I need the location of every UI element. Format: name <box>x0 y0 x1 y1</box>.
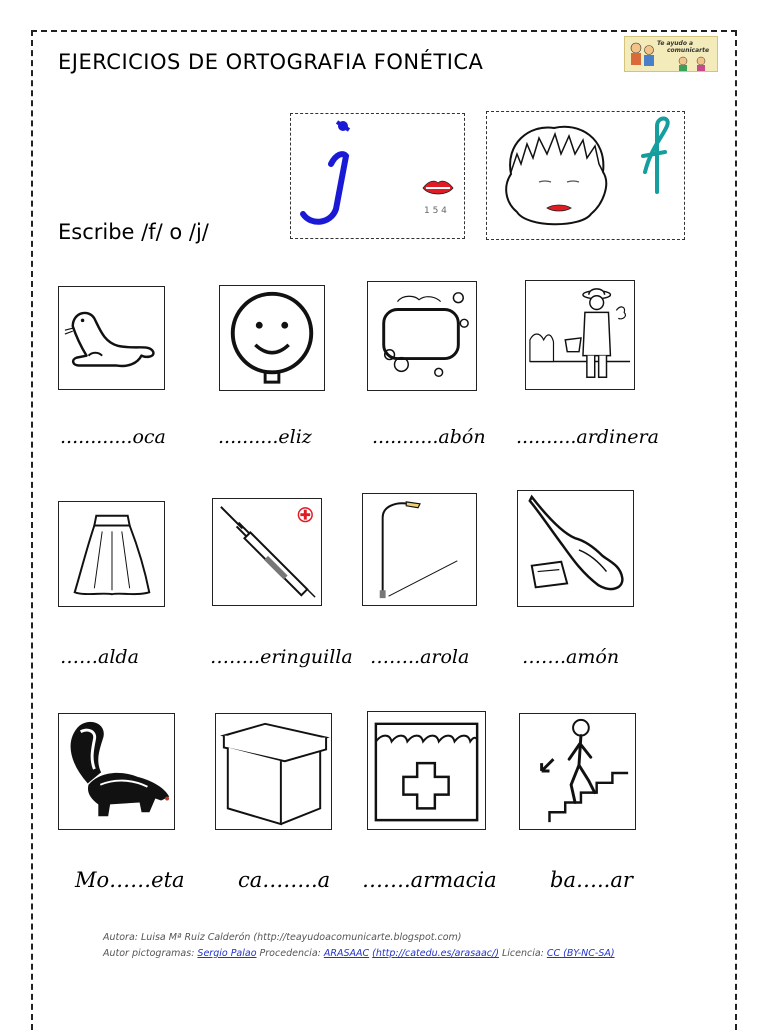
letter-j-card <box>290 113 465 239</box>
letter-f-cursive-icon <box>637 112 677 202</box>
picture-soap <box>367 281 477 391</box>
picture-skunk <box>58 713 175 830</box>
instruction: Escribe /f/ o /j/ <box>58 220 209 244</box>
word-2-4: …….amón <box>522 646 620 668</box>
word-1-3: ...........abón <box>372 426 486 448</box>
letter-f-card <box>486 111 685 240</box>
picture-streetlamp <box>362 493 477 606</box>
picture-stairs <box>519 713 636 830</box>
pictogram-author-link[interactable]: Sergio Palao <box>197 948 257 959</box>
syringe-icon <box>213 499 321 605</box>
word-3-1: Mo……eta <box>75 868 185 892</box>
arasaac-link[interactable]: ARASAAC <box>323 948 370 959</box>
credits-author: Autora: Luisa Mª Ruiz Calderón (http://teayudoacomunicarte.blogspot.com) <box>103 932 462 943</box>
face-icon <box>220 286 324 390</box>
streetlamp-icon <box>363 494 476 605</box>
word-2-3: ……..arola <box>370 646 470 668</box>
credits-source-label: Procedencia: <box>256 948 324 959</box>
picture-gardener <box>525 280 635 390</box>
face-f-sign-icon <box>499 114 629 240</box>
picture-ham <box>517 490 634 607</box>
lips-caption: 1 5 4 <box>424 206 447 216</box>
word-1-1: ............oca <box>60 426 166 448</box>
picture-box <box>215 713 332 830</box>
letter-j-cursive-icon <box>291 114 466 240</box>
credits-pictograms <box>103 948 615 959</box>
soap-icon <box>368 282 476 390</box>
picture-skirt <box>58 501 165 607</box>
logo-text-line1: Te ayudo a <box>657 40 694 47</box>
stairs-down-icon <box>520 714 635 829</box>
word-3-3: …….armacia <box>362 868 497 892</box>
word-1-2: ..........eliz <box>218 426 312 448</box>
lips-icon <box>421 178 455 198</box>
logo-figures-icon <box>675 55 715 71</box>
skirt-icon <box>59 502 164 606</box>
box-icon <box>216 714 331 829</box>
picture-face <box>219 285 325 391</box>
word-1-4: ..........ardinera <box>516 426 659 448</box>
seal-icon <box>59 287 164 389</box>
logo-children-icon <box>627 38 657 72</box>
word-2-2: ……..eringuilla <box>210 646 353 668</box>
word-3-2: ca……..a <box>238 868 331 892</box>
picture-pharmacy <box>367 711 486 830</box>
picture-syringe <box>212 498 322 606</box>
logo-text-line2: comunicarte <box>667 47 710 54</box>
license-link[interactable]: CC (BY-NC-SA) <box>546 948 615 959</box>
word-3-4: ba…..ar <box>550 868 633 892</box>
page-title: EJERCICIOS DE ORTOGRAFIA FONÉTICA <box>58 50 484 74</box>
logo <box>624 36 718 72</box>
credits-prefix: Autor pictogramas: <box>103 948 198 959</box>
picture-seal <box>58 286 165 390</box>
ham-icon <box>518 491 633 606</box>
arasaac-url-link[interactable]: (http://catedu.es/arasaac/) <box>372 948 499 959</box>
skunk-icon <box>59 714 174 829</box>
gardener-icon <box>526 281 634 389</box>
word-2-1: ……alda <box>60 646 139 668</box>
credits-license-label: Licencia: <box>498 948 547 959</box>
pharmacy-icon <box>368 712 485 829</box>
